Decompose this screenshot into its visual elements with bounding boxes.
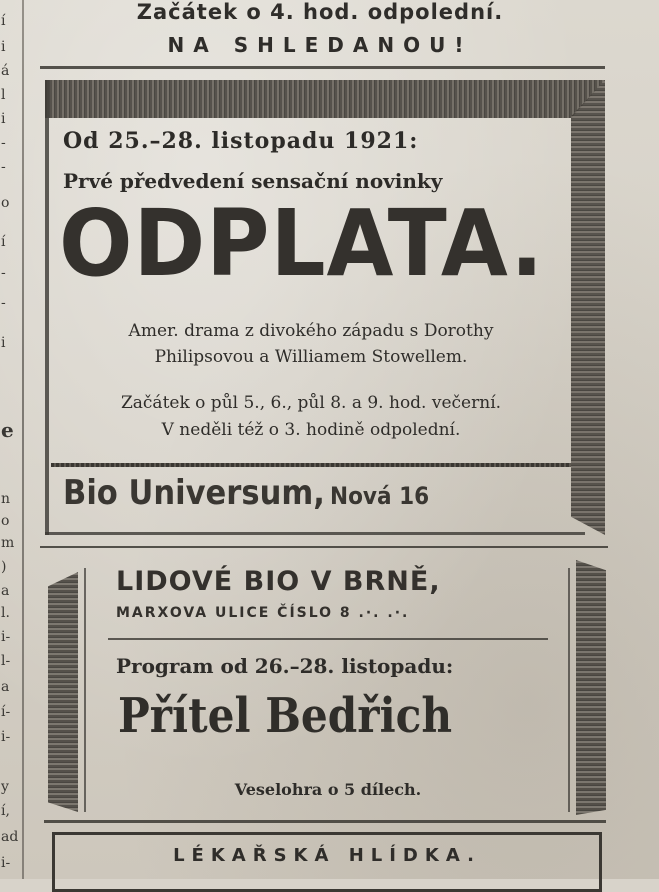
- left-fragment: i: [1, 39, 6, 55]
- left-fragment: i-: [1, 729, 11, 745]
- left-fragment: ): [1, 559, 7, 575]
- left-fragment: ad: [1, 829, 19, 845]
- left-fragment: i: [1, 111, 6, 127]
- ad-frame-right: [571, 80, 605, 535]
- header-farewell: NA SHLEDANOU!: [167, 33, 473, 57]
- ad-frame-right: [576, 560, 606, 815]
- film-genre: Veselohra o 5 dílech.: [234, 780, 422, 799]
- ad-divider: [108, 638, 548, 640]
- showtimes-line2: V neděli též o 3. hodině odpolední.: [161, 420, 461, 440]
- cinema-address: MARXOVA ULICE ČÍSLO 8 .·. .·.: [116, 605, 410, 621]
- ad-premiere-line: Prvé předvedení sensační novinky: [63, 169, 443, 193]
- ad-frame-top: [45, 80, 605, 118]
- ad-lidove-bio: [48, 560, 606, 820]
- left-fragment: l.: [1, 605, 10, 621]
- cinema-name: LIDOVÉ BIO V BRNĚ,: [116, 566, 441, 597]
- section-lekarska-hlidka: [52, 832, 602, 892]
- header-start-time: Začátek o 4. hod. odpolední.: [136, 0, 504, 24]
- section-rule: [40, 66, 605, 69]
- left-column-fragments: [0, 0, 20, 879]
- left-fragment: í: [1, 13, 6, 29]
- ad-odplata: [45, 80, 605, 535]
- program-dates: Program od 26.–28. listopadu:: [116, 654, 454, 678]
- ad-inner-line-left: [84, 568, 86, 812]
- film-description-line1: Amer. drama z divokého západu s Dorothy: [128, 321, 494, 341]
- showtimes-line1: Začátek o půl 5., 6., půl 8. a 9. hod. večerní.: [120, 393, 502, 413]
- film-description-line2: Philipsovou a Williamem Stowellem.: [154, 347, 468, 367]
- left-fragment: n: [1, 491, 11, 507]
- left-fragment: l-: [1, 653, 11, 669]
- ad-dates: Od 25.–28. listopadu 1921:: [63, 128, 419, 154]
- left-fragment: í,: [1, 803, 10, 819]
- ad-frame-left: [45, 80, 49, 535]
- section-rule: [44, 820, 606, 823]
- left-fragment: -: [1, 265, 6, 281]
- left-fragment: o: [1, 195, 10, 211]
- column-divider: [22, 0, 24, 879]
- ad-inner-line-right: [568, 568, 570, 812]
- left-fragment: á: [1, 63, 10, 79]
- left-fragment: í: [1, 234, 6, 250]
- left-fragment: o: [1, 513, 10, 529]
- left-fragment: i-: [1, 855, 11, 871]
- section-rule: [40, 546, 608, 548]
- left-fragment: i-: [1, 629, 11, 645]
- venue-street: Nová 16: [329, 482, 429, 510]
- venue-line: [63, 473, 440, 513]
- left-fragment: m: [1, 535, 15, 551]
- left-fragment: i: [1, 335, 6, 351]
- ad-frame-left: [48, 572, 78, 812]
- left-fragment: í-: [1, 704, 11, 720]
- left-fragment: a: [1, 679, 10, 695]
- film-title-odplata: ODPLATA.: [59, 190, 545, 297]
- left-fragment: a: [1, 583, 10, 599]
- left-fragment: -: [1, 295, 6, 311]
- left-fragment: -: [1, 135, 6, 151]
- venue-name: Bio Universum,: [63, 473, 325, 513]
- left-fragment: y: [1, 779, 9, 795]
- left-fragment: e: [1, 418, 14, 442]
- ad-odplata-content: [51, 118, 571, 533]
- left-fragment: l: [1, 87, 6, 103]
- left-fragment: -: [1, 159, 6, 175]
- section-title: LÉKAŘSKÁ HLÍDKA.: [173, 845, 481, 866]
- venue-rule: [51, 463, 571, 467]
- film-title-pritel-bedrich: Přítel Bedřich: [118, 688, 453, 744]
